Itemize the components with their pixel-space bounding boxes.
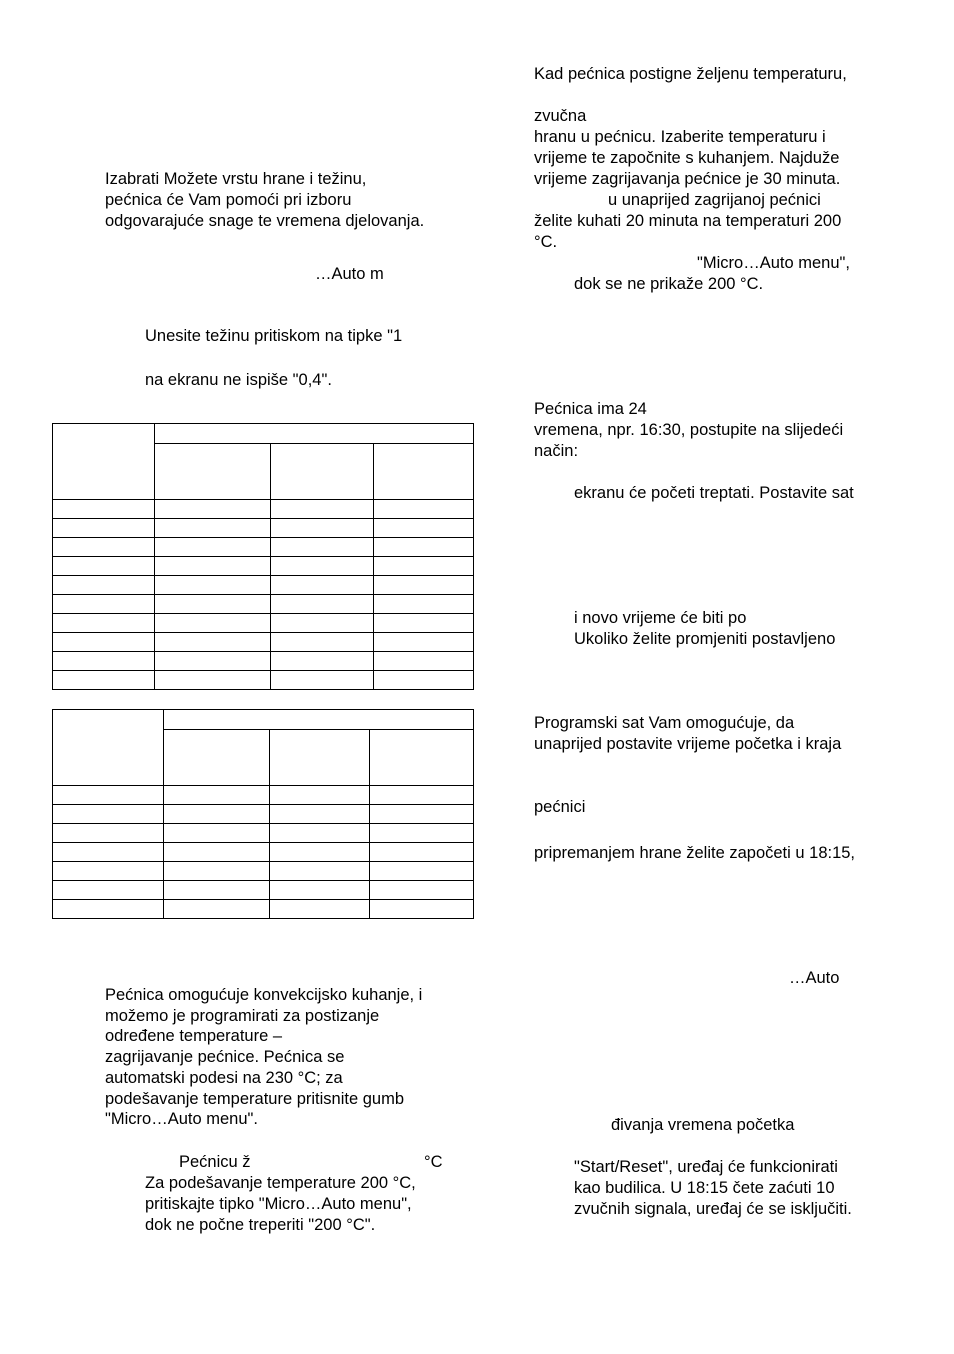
auto-menu-table-2: [52, 709, 474, 919]
convection-line-5: automatski podesi na 230 °C; za: [105, 1069, 343, 1087]
preheat-line-1: Kad pećnica postigne željenu temperaturu,: [534, 65, 847, 83]
preheat-line-8: °C.: [534, 233, 558, 251]
auto-menu-fragment: …Auto m: [315, 265, 384, 283]
program-line-1: Programski sat Vam omogućuje, da: [534, 714, 795, 732]
table-row: [53, 843, 474, 862]
convection-line-2: možemo je programirati za postizanje: [105, 1007, 380, 1025]
preheat-line-6: u unaprijed zagrijanoj pećnici: [608, 191, 821, 209]
table-header-cell: [374, 444, 474, 500]
table-header-cell: [271, 444, 374, 500]
example-line-2: pritiskajte tipko "Micro…Auto menu",: [145, 1195, 412, 1213]
intro-line-2: pećnica će Vam pomoći pri izboru: [105, 191, 352, 209]
table-row: [53, 881, 474, 900]
table-row: [53, 538, 474, 557]
program-line-3: pećnici: [534, 798, 586, 816]
table-header-cell: [163, 710, 473, 730]
table-row: [53, 500, 474, 519]
program-line-7: "Start/Reset", uređaj će funkcionirati: [574, 1158, 838, 1176]
preheat-line-2: zvučna: [534, 107, 587, 125]
program-line-8: kao budilica. U 18:15 čete zaćuti 10: [574, 1179, 835, 1197]
convection-line-7: "Micro…Auto menu".: [105, 1110, 258, 1128]
table-row: [53, 786, 474, 805]
table-row: [53, 652, 474, 671]
table-row: [53, 557, 474, 576]
program-line-5: …Auto: [789, 969, 840, 987]
table-header-cell: [53, 424, 155, 500]
table-row: [53, 519, 474, 538]
table-row: [53, 900, 474, 919]
program-line-9: zvučnih signala, uređaj će se isključiti.: [574, 1200, 852, 1218]
table-row: [53, 576, 474, 595]
clock-line-1: Pećnica ima 24: [534, 400, 647, 418]
weight-line-1: Unesite težinu pritiskom na tipke "1: [145, 327, 403, 345]
table-header-cell: [154, 424, 473, 444]
preheat-line-4: vrijeme te započnite s kuhanjem. Najduže: [534, 149, 840, 167]
convection-line-4: zagrijavanje pećnice. Pećnica se: [105, 1048, 345, 1066]
table-row: [53, 614, 474, 633]
program-line-4: pripremanjem hrane želite započeti u 18:15,: [534, 844, 856, 862]
convection-line-6: podešavanje temperature pritisnite gumb: [105, 1090, 405, 1108]
table-row: [53, 824, 474, 843]
preheat-line-5: vrijeme zagrijavanja pećnice je 30 minuta.: [534, 170, 841, 188]
clock-line-6: Ukoliko želite promjeniti postavljeno: [574, 630, 836, 648]
example-line-1: Za podešavanje temperature 200 °C,: [145, 1174, 416, 1192]
clock-line-3: način:: [534, 442, 579, 460]
clock-line-5: i novo vrijeme će biti po: [574, 609, 747, 627]
weight-line-2: na ekranu ne ispiše "0,4".: [145, 371, 332, 389]
example-line-3: dok ne počne treperiti "200 °C".: [145, 1216, 376, 1234]
convection-line-1: Pećnica omogućuje konvekcijsko kuhanje, i: [105, 986, 423, 1004]
table-header-cell: [154, 444, 271, 500]
preheat-line-10: dok se ne prikaže 200 °C.: [574, 275, 764, 293]
example-fragment-b: °C: [424, 1153, 443, 1171]
preheat-line-9: "Micro…Auto menu",: [697, 254, 850, 272]
table-header-cell: [370, 730, 474, 786]
preheat-line-3: hranu u pećnicu. Izaberite temperaturu i: [534, 128, 826, 146]
auto-menu-table-1: [52, 423, 474, 690]
table-row: [53, 595, 474, 614]
program-line-6: đivanja vremena početka: [611, 1116, 795, 1134]
clock-line-2: vremena, npr. 16:30, postupite na slijedeći: [534, 421, 844, 439]
table-header-cell: [163, 730, 270, 786]
table-row: [53, 862, 474, 881]
convection-line-3: određene temperature –: [105, 1027, 283, 1045]
clock-line-4: ekranu će početi treptati. Postavite sat: [574, 484, 854, 502]
table-row: [53, 805, 474, 824]
table-row: [53, 633, 474, 652]
table-header-cell: [53, 710, 164, 786]
table-row: [53, 671, 474, 690]
table-header-cell: [270, 730, 370, 786]
intro-line-1: Izabrati Možete vrstu hrane i težinu,: [105, 170, 367, 188]
intro-line-3: odgovarajuće snage te vremena djelovanja.: [105, 212, 425, 230]
example-fragment-a: Pećnicu ž: [179, 1153, 251, 1171]
preheat-line-7: želite kuhati 20 minuta na temperaturi 200: [534, 212, 842, 230]
program-line-2: unaprijed postavite vrijeme početka i kraja: [534, 735, 842, 753]
